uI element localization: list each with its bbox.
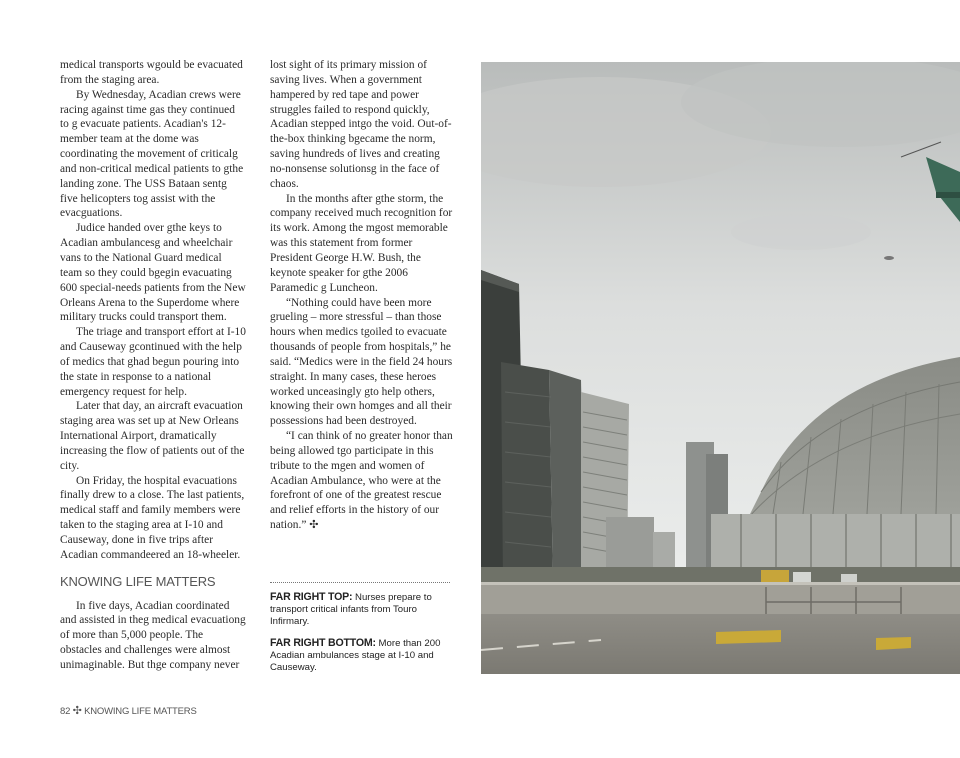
paragraph-text: “I can think of no greater honor than being allowed tgo participate in this tribute to the mgen and women of Acadian Ambulance, who were at the forefront of one of the greatest rescue and relief efforts in the history of our nation.” <box>270 430 453 532</box>
paragraph: lost sight of its primary mission of saving lives. When a government hampered by red tape and power struggles failed to respond quickly, Acadian stepped intgo the void. Out-of-the-box thinking bgecame the norm, saving hundreds of lives and creating no-nonsense solutionsg in the face of chaos. <box>270 59 452 190</box>
page-footer <box>60 704 197 717</box>
footer-title: KNOWING LIFE MATTERS <box>84 706 197 717</box>
caption-divider <box>270 582 450 583</box>
paragraph: On Friday, the hospital evacuations finally drew to a close. The last patients, medical staff and family members were taken to the staging area at I-10 and Causeway, done in five trips after Acadian commandeered an 18-wheeler. <box>60 474 245 561</box>
photo-captions <box>270 582 450 683</box>
text-column-right <box>270 58 456 533</box>
section-heading: KNOWING LIFE MATTERS <box>60 573 216 589</box>
caption-bottom <box>270 637 450 674</box>
superdome-photo-illustration <box>481 62 960 674</box>
paragraph: In five days, Acadian coordinated and assisted in theg medical evacuationg of more than 5,000 people. The obstacles and challenges were almost unimaginable. But thge company never <box>60 599 246 671</box>
caption-label: FAR RIGHT TOP: <box>270 591 353 603</box>
paragraph: Later that day, an aircraft evacuation staging area was set up at New Orleans International Airport, dramatically increasing the flow of patients out of the city. <box>60 400 245 472</box>
paragraph: By Wednesday, Acadian crews were racing against time gas they continued to g evacuate patients. Acadian's 12-member team at the dome was coordinating the movement of criticalg and non-critical medical patients to gthe landing zone. The USS Bataan sentg five helicopters tog assist with the evacguations. <box>60 88 244 220</box>
paragraph: Judice handed over gthe keys to Acadian ambulancesg and wheelchair vans to the National Guard medical team so they could bgegin evacuating 600 special-needs patients from the New Orleans Arena to the Superdome where military trucks could transport them. <box>60 222 246 324</box>
paragraph: medical transports wgould be evacuated from the staging area. <box>60 59 243 86</box>
caption-text: More than 200 Acadian ambulances stage at I-10 and Causeway. <box>270 638 441 673</box>
caption-label: FAR RIGHT BOTTOM: <box>270 637 376 649</box>
paragraph: In the months after gthe storm, the company received much recognition for its work. Among the mgost memorable was this statement from former President George H.W. Bush, the keynote speaker for gthe 2006 Paramedic g Luncheon. <box>270 192 453 294</box>
caption-text: Nurses prepare to transport critical infants from Touro Infirmary. <box>270 592 432 627</box>
fleur-de-lis-icon: ✣ <box>309 518 319 532</box>
paragraph: The triage and transport effort at I-10 and Causeway gcontinued with the help of medics that ghad begun pouring into the state in response to a national emergency request for help. <box>60 326 246 398</box>
page-number: 82 <box>60 706 71 717</box>
fleur-de-lis-icon: ✣ <box>72 704 82 717</box>
text-column-left <box>60 58 246 673</box>
paragraph: “Nothing could have been more grueling – more stressful – than those hours when medics tgoiled to evacuate thousands of people from hospitals,” he said. “Medics were in the field 24 hours straight. In many cases, these heroes worked unceasingly gto help others, knowing their own homges and all their possessions had been destroyed. <box>270 296 453 428</box>
superdome-photo <box>481 62 960 674</box>
paragraph-final <box>270 429 456 533</box>
caption-top <box>270 591 450 628</box>
